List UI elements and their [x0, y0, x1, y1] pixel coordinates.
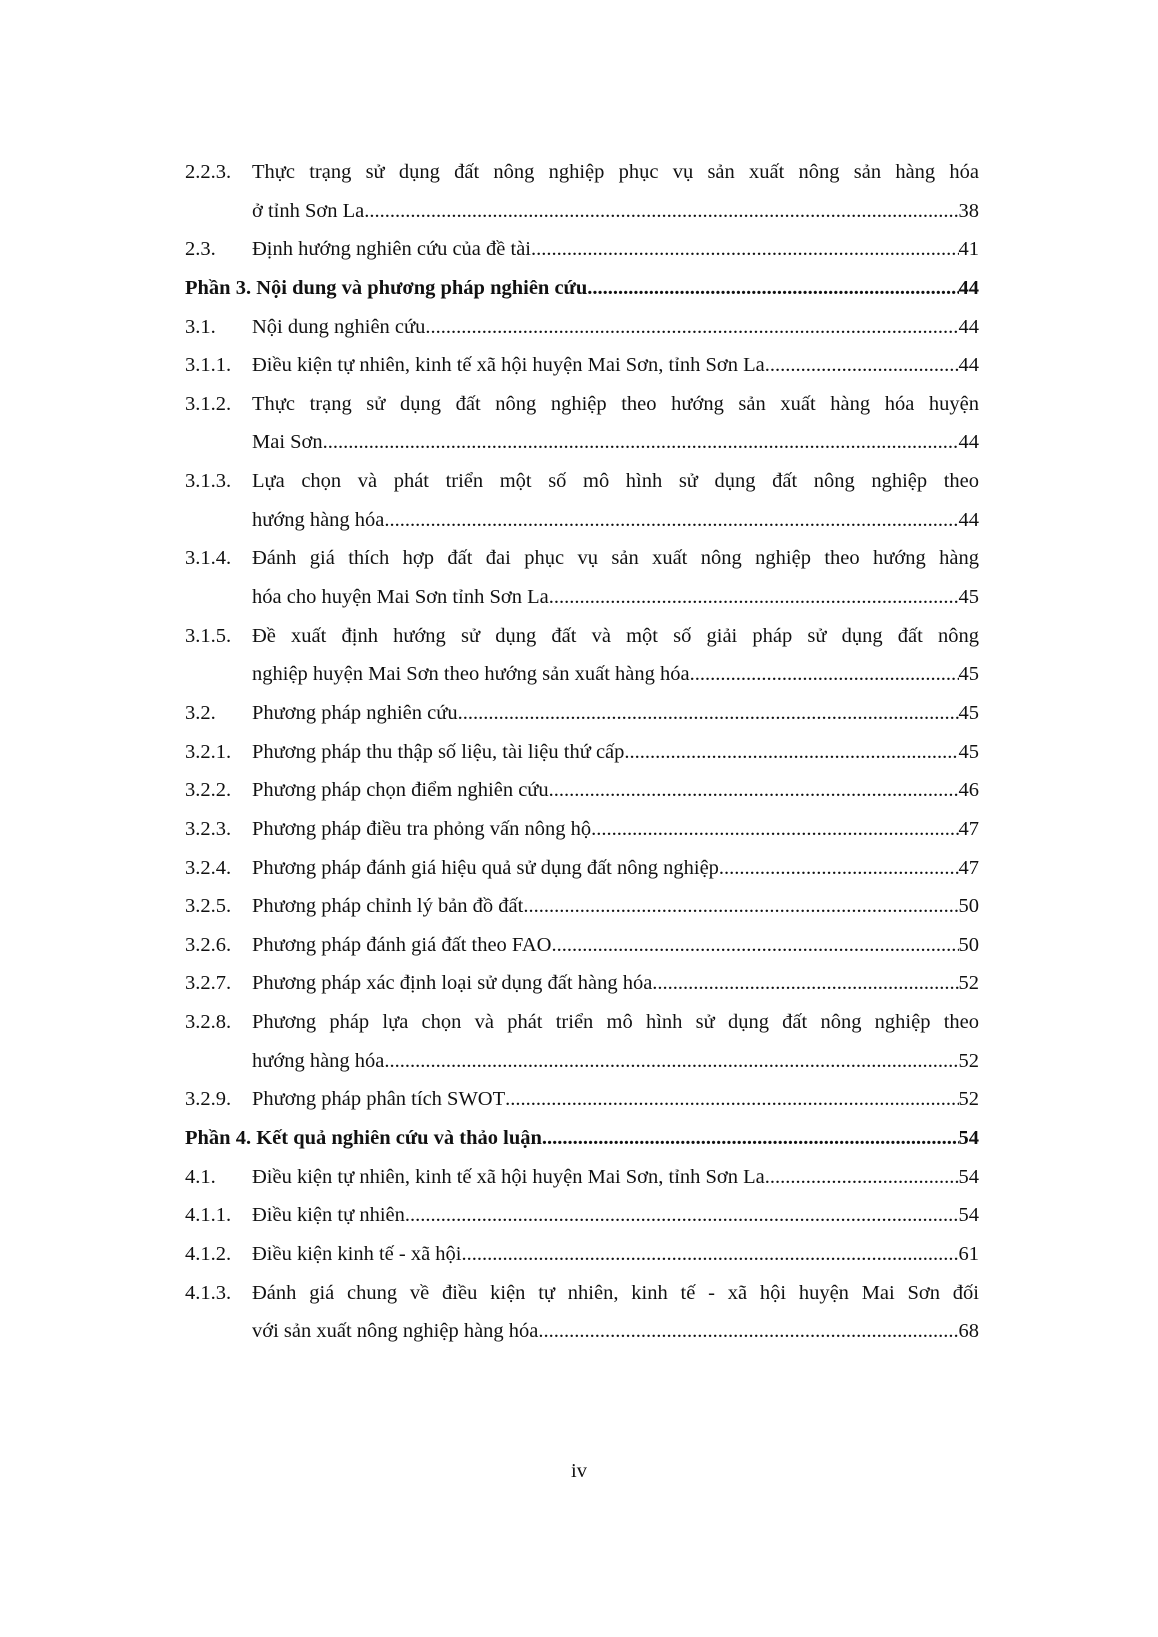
toc-entry-number	[185, 501, 252, 540]
toc-entry-page: 54	[958, 1165, 979, 1188]
toc-entry-title: Đánh giá thích hợp đất đai phục vụ sản xuất nông nghiệp theo hướng hàng	[252, 547, 979, 570]
toc-entry-title: Phần 3. Nội dung và phương pháp nghiên cứu	[185, 276, 588, 299]
toc-entry-title: Điều kiện tự nhiên, kinh tế xã hội huyện Mai Sơn, tỉnh Sơn La	[252, 1165, 765, 1188]
leader-dots	[587, 269, 958, 308]
toc-entry-number: 3.2.3.	[185, 817, 232, 840]
toc-entry-body	[252, 385, 979, 424]
toc-entry-number: 2.3.	[185, 238, 216, 261]
toc-entry-number	[185, 655, 252, 694]
toc-entry-number: 2.2.3.	[185, 161, 232, 183]
toc-entry-title: Định hướng nghiên cứu của đề tài	[252, 238, 531, 261]
toc-entry-page: 54	[958, 1127, 979, 1150]
toc-entry-title: hướng hàng hóa	[252, 1049, 385, 1072]
leader-dots	[690, 655, 959, 694]
leader-dots	[652, 964, 958, 1003]
toc-entry-title: hóa cho huyện Mai Sơn tỉnh Sơn La	[252, 586, 549, 609]
toc-entry[interactable]	[185, 192, 979, 231]
toc-entry[interactable]	[185, 1003, 979, 1042]
toc-entry[interactable]	[185, 1158, 979, 1197]
toc-entry-title: Đề xuất định hướng sử dụng đất và một số giải pháp sử dụng đất nông	[252, 624, 979, 647]
toc-entry[interactable]	[185, 1042, 979, 1081]
toc-entry-page: 45	[958, 740, 979, 763]
leader-dots	[719, 849, 959, 888]
toc-entry-title: Phương pháp điều tra phỏng vấn nông hộ	[252, 817, 592, 840]
toc-entry[interactable]	[185, 1274, 979, 1313]
toc-entry[interactable]	[185, 733, 979, 772]
toc-entry-body	[252, 1158, 979, 1197]
toc-entry-page: 50	[958, 933, 979, 956]
toc-entry-number: 3.2.1.	[185, 740, 232, 763]
toc-entry[interactable]	[185, 617, 979, 656]
toc-entry-title: nghiệp huyện Mai Sơn theo hướng sản xuất hàng hóa	[252, 663, 690, 686]
toc-entry-number: 3.2.7.	[185, 972, 232, 995]
toc-entry-number	[185, 1312, 252, 1351]
toc-entry-title: Thực trạng sử dụng đất nông nghiệp phục vụ sản xuất nông sản hàng hóa	[252, 161, 979, 183]
toc-entry-number	[185, 423, 252, 462]
toc-entry-title: Phương pháp chọn điểm nghiên cứu	[252, 779, 549, 802]
toc-entry-number: 3.2.6.	[185, 933, 232, 956]
toc-entry-number	[185, 192, 252, 231]
toc-entry[interactable]	[185, 771, 979, 810]
page-number: iv	[571, 1460, 587, 1482]
toc-entry-title: Đánh giá chung về điều kiện tự nhiên, kinh tế - xã hội huyện Mai Sơn đối	[252, 1281, 979, 1304]
leader-dots	[591, 810, 958, 849]
toc-entry-number: 3.2.5.	[185, 895, 232, 918]
toc-entry-body	[252, 771, 979, 810]
toc-entry-body	[252, 655, 979, 694]
toc-entry-number: 3.1.5.	[185, 624, 232, 647]
toc-entry-number: 4.1.	[185, 1165, 216, 1188]
toc-entry-page: 68	[958, 1320, 979, 1343]
toc-entry-title: Mai Sơn	[252, 431, 323, 454]
toc-entry-page: 45	[958, 586, 979, 609]
toc-entry-body	[252, 1196, 979, 1235]
toc-entry-page: 47	[958, 856, 979, 879]
toc-entry[interactable]	[185, 385, 979, 424]
toc-entry-number: 4.1.1.	[185, 1204, 232, 1227]
toc-entry-body	[252, 346, 979, 385]
toc-entry[interactable]	[185, 810, 979, 849]
toc-entry-title: Phương pháp đánh giá đất theo FAO	[252, 933, 552, 956]
toc-entry-number: 3.1.4.	[185, 547, 232, 570]
toc-entry-page: 45	[958, 701, 979, 724]
leader-dots	[364, 192, 958, 231]
leader-dots	[624, 733, 958, 772]
leader-dots	[425, 308, 958, 347]
toc-entry[interactable]	[185, 926, 979, 965]
leader-dots	[551, 926, 958, 965]
toc-entry-page: 52	[958, 1049, 979, 1072]
toc-entry-number: 3.2.9.	[185, 1088, 232, 1111]
toc-entry-title: Phương pháp xác định loại sử dụng đất hàng hóa	[252, 972, 653, 995]
toc-entry-body	[252, 926, 979, 965]
toc-entry[interactable]	[185, 694, 979, 733]
toc-entry-body	[252, 810, 979, 849]
leader-dots	[523, 887, 958, 926]
toc-entry-number: 3.1.2.	[185, 392, 232, 415]
toc-entry-body	[252, 1312, 979, 1351]
toc-entry[interactable]	[185, 1080, 979, 1119]
toc-entry-page: 46	[958, 779, 979, 802]
toc-entry-title: Thực trạng sử dụng đất nông nghiệp theo hướng sản xuất hàng hóa huyện	[252, 392, 979, 415]
toc-entry-body	[252, 694, 979, 733]
leader-dots	[384, 1042, 958, 1081]
leader-dots	[549, 771, 959, 810]
toc-entry-title: Phương pháp thu thập số liệu, tài liệu thứ cấp	[252, 740, 625, 763]
toc-entry-title: Phương pháp đánh giá hiệu quả sử dụng đất nông nghiệp	[252, 856, 719, 879]
toc-entry[interactable]	[185, 153, 979, 192]
toc-entry-title: Nội dung nghiên cứu	[252, 315, 426, 338]
toc-entry-body	[252, 578, 979, 617]
toc-entry-page: 50	[958, 895, 979, 918]
leader-dots	[405, 1196, 959, 1235]
toc-entry-title: với sản xuất nông nghiệp hàng hóa	[252, 1320, 539, 1343]
toc-entry-body	[252, 539, 979, 578]
toc-entry-body	[252, 308, 979, 347]
toc-entry-title: Điều kiện kinh tế - xã hội	[252, 1242, 462, 1265]
toc-entry-body	[252, 849, 979, 888]
toc-entry-page: 47	[958, 817, 979, 840]
toc-entry[interactable]	[185, 230, 979, 269]
toc-entry[interactable]	[185, 887, 979, 926]
leader-dots	[765, 1158, 959, 1197]
toc-entry-number	[185, 1042, 252, 1081]
toc-entry-title: hướng hàng hóa	[252, 508, 385, 531]
toc-entry[interactable]	[185, 578, 979, 617]
toc-entry-title: Phương pháp lựa chọn và phát triển mô hình sử dụng đất nông nghiệp theo	[252, 1011, 979, 1034]
toc-entry-page: 44	[958, 315, 979, 338]
toc-entry-title: Phần 4. Kết quả nghiên cứu và thảo luận	[185, 1127, 542, 1150]
leader-dots	[549, 578, 959, 617]
toc-entry-body	[252, 423, 979, 462]
toc-entry-body	[252, 617, 979, 656]
toc-entry[interactable]	[185, 539, 979, 578]
toc-entry-body	[252, 192, 979, 231]
toc-entry-body	[252, 501, 979, 540]
toc-entry-body	[252, 964, 979, 1003]
toc-entry-body	[185, 1119, 979, 1158]
toc-entry[interactable]	[185, 655, 979, 694]
toc-entry-page: 61	[958, 1242, 979, 1265]
toc-entry-body	[185, 269, 979, 308]
toc-entry[interactable]	[185, 1119, 979, 1158]
toc-entry-page: 54	[958, 1204, 979, 1227]
toc-entry[interactable]	[185, 346, 979, 385]
toc-entry-number: 3.2.4.	[185, 856, 232, 879]
toc-entry-body	[252, 887, 979, 926]
toc-entry-number: 3.2.	[185, 701, 216, 724]
leader-dots	[538, 1312, 958, 1351]
toc-entry-number: 4.1.3.	[185, 1281, 232, 1304]
toc-entry-body	[252, 462, 979, 501]
toc-entry[interactable]	[185, 1196, 979, 1235]
toc-entry[interactable]	[185, 462, 979, 501]
leader-dots	[458, 694, 959, 733]
toc-entry-number: 3.1.1.	[185, 354, 232, 377]
toc-entry-title: Lựa chọn và phát triển một số mô hình sử dụng đất nông nghiệp theo	[252, 470, 979, 493]
toc-entry-body	[252, 733, 979, 772]
toc-entry[interactable]	[185, 1235, 979, 1274]
leader-dots	[323, 423, 959, 462]
leader-dots	[531, 230, 959, 269]
toc-entry-number: 3.1.	[185, 315, 216, 338]
toc-entry-title: Điều kiện tự nhiên	[252, 1204, 405, 1227]
toc-entry-page: 52	[958, 972, 979, 995]
toc-entry-number: 3.2.8.	[185, 1011, 232, 1034]
toc-entry[interactable]	[185, 964, 979, 1003]
toc-entry-title: ở tỉnh Sơn La	[252, 199, 365, 222]
toc-entry[interactable]	[185, 1312, 979, 1351]
table-of-contents	[185, 153, 979, 1351]
toc-entry-page: 52	[958, 1088, 979, 1111]
toc-entry-body	[252, 1274, 979, 1313]
toc-entry-body	[252, 1003, 979, 1042]
toc-entry-page: 41	[958, 238, 979, 261]
toc-entry-page: 44	[958, 431, 979, 454]
toc-entry-page: 45	[958, 663, 979, 686]
toc-entry-title: Điều kiện tự nhiên, kinh tế xã hội huyện Mai Sơn, tỉnh Sơn La	[252, 354, 765, 377]
leader-dots	[462, 1235, 959, 1274]
toc-entry-number: 3.2.2.	[185, 779, 232, 802]
toc-entry[interactable]	[185, 269, 979, 308]
toc-entry[interactable]	[185, 308, 979, 347]
toc-entry-page: 38	[958, 199, 979, 222]
leader-dots	[505, 1080, 958, 1119]
toc-entry-body	[252, 1042, 979, 1081]
toc-entry-body	[252, 153, 979, 192]
toc-entry-page: 44	[958, 276, 979, 299]
toc-entry[interactable]	[185, 849, 979, 888]
toc-entry-body	[252, 1080, 979, 1119]
toc-entry-body	[252, 1235, 979, 1274]
toc-entry-title: Phương pháp nghiên cứu	[252, 701, 458, 724]
toc-entry-number	[185, 578, 252, 617]
leader-dots	[765, 346, 959, 385]
toc-entry[interactable]	[185, 423, 979, 462]
leader-dots	[542, 1119, 959, 1158]
leader-dots	[384, 501, 958, 540]
toc-entry-page: 44	[958, 354, 979, 377]
toc-entry-body	[252, 230, 979, 269]
toc-entry-title: Phương pháp phân tích SWOT	[252, 1088, 506, 1111]
toc-entry-title: Phương pháp chỉnh lý bản đồ đất	[252, 895, 524, 918]
toc-entry-page: 44	[958, 508, 979, 531]
toc-entry-number: 3.1.3.	[185, 470, 232, 493]
toc-entry[interactable]	[185, 501, 979, 540]
toc-entry-number: 4.1.2.	[185, 1242, 232, 1265]
